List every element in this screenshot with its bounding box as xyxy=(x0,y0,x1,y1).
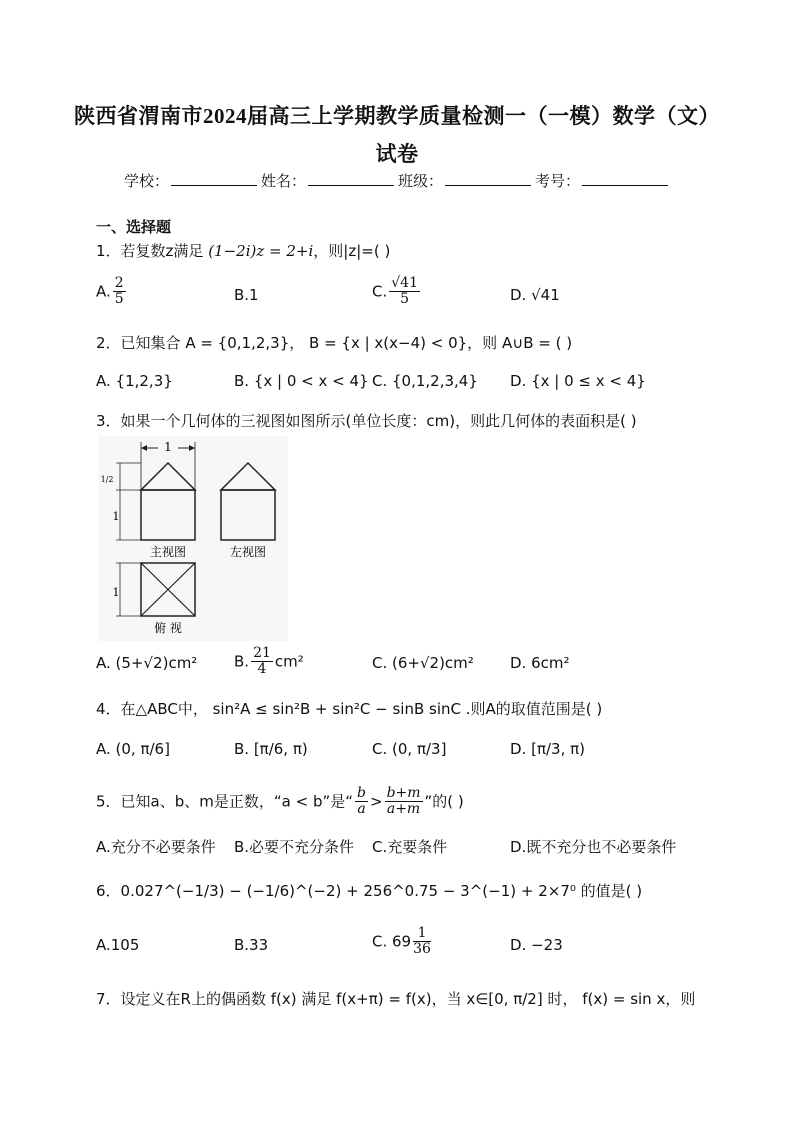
name-blank[interactable] xyxy=(308,171,394,186)
denominator: a+m xyxy=(386,801,421,818)
question-number: 3． xyxy=(96,412,121,430)
question-4 xyxy=(96,698,602,719)
option-b[interactable]: B. [π/6, π) xyxy=(234,740,308,758)
option-b[interactable]: B.必要不充分条件 xyxy=(234,838,355,856)
left-view-label: 左视图 xyxy=(229,545,267,559)
fraction xyxy=(113,276,126,308)
denominator: 5 xyxy=(114,291,124,308)
option-a[interactable]: A. (5+√2)cm² xyxy=(96,654,198,672)
fraction xyxy=(251,646,273,678)
fraction xyxy=(413,926,431,958)
question-text: 0.027^(−1/3) − (−1/6)^(−2) + 256^0.75 − 3^(−1) + 2×7⁰ 的值是( ) xyxy=(120,882,643,900)
student-info-row xyxy=(124,170,672,191)
front-view-label: 主视图 xyxy=(149,545,187,559)
plan-view-label: 俯 视 xyxy=(154,621,182,635)
unit: cm² xyxy=(274,652,304,671)
option-b[interactable] xyxy=(234,646,304,678)
section-heading: 一、选择题 xyxy=(96,218,172,236)
question-text-end: ，则|z|=( ) xyxy=(313,242,391,260)
denominator: 36 xyxy=(413,941,431,958)
question-5 xyxy=(96,786,464,818)
numerator: b+m xyxy=(386,785,421,801)
option-a[interactable]: A.充分不必要条件 xyxy=(96,838,216,856)
question-number: 1． xyxy=(96,242,121,260)
dim-width: 1 xyxy=(164,440,172,454)
option-d[interactable]: D. [π/3, π) xyxy=(510,740,585,758)
question-text: 已知集合 A = {0,1,2,3}， B = {x | x(x−4) < 0}，则 A∪B = ( ) xyxy=(120,334,573,352)
option-c[interactable]: C. (0, π/3] xyxy=(372,740,447,758)
class-label: 班级： xyxy=(398,172,444,190)
option-d[interactable]: D. √41 xyxy=(510,286,560,304)
school-label: 学校： xyxy=(124,172,170,190)
option-a[interactable]: A.105 xyxy=(96,936,140,954)
numerator: 1 xyxy=(413,926,431,942)
question-text: 在△ABC中， sin²A ≤ sin²B + sin²C − sinB sinC .则A的取值范围是( ) xyxy=(120,700,603,718)
question-number: 5． xyxy=(96,792,121,811)
denominator: 4 xyxy=(257,661,267,678)
denominator: 5 xyxy=(400,291,410,308)
numerator: 21 xyxy=(253,645,271,661)
math-expression: (1−2i)z = 2+i xyxy=(208,242,314,260)
option-d[interactable]: D. {x | 0 ≤ x < 4} xyxy=(510,372,646,390)
three-view-figure xyxy=(98,436,288,641)
option-b[interactable]: B. {x | 0 < x < 4} xyxy=(234,372,369,390)
option-c[interactable]: C. (6+√2)cm² xyxy=(372,654,474,672)
exam-number-label: 考号： xyxy=(535,172,581,190)
option-d[interactable]: D.既不充分也不必要条件 xyxy=(510,838,677,856)
exam-title-line2: 试卷 xyxy=(375,142,419,166)
option-label: B. xyxy=(234,652,250,671)
fraction xyxy=(355,786,368,818)
question-text: 若复数z满足 xyxy=(120,242,204,260)
question-2 xyxy=(96,332,572,353)
exam-number-blank[interactable] xyxy=(582,171,668,186)
question-text-end: ”的( ) xyxy=(424,792,464,811)
option-label: A. xyxy=(96,282,111,301)
name-label: 姓名： xyxy=(261,172,307,190)
option-a[interactable] xyxy=(96,276,128,308)
numerator: b xyxy=(357,785,366,801)
dim-height: 1 xyxy=(112,510,120,523)
question-6 xyxy=(96,880,642,901)
option-c[interactable] xyxy=(372,926,433,958)
option-d[interactable]: D. −23 xyxy=(510,936,563,954)
dim-plan-height: 1 xyxy=(112,586,120,599)
question-text: 如果一个几何体的三视图如图所示(单位长度：cm)，则此几何体的表面积是( ) xyxy=(120,412,637,430)
dim-half: 1/2 xyxy=(100,475,114,484)
question-number: 7． xyxy=(96,990,121,1008)
question-number: 6． xyxy=(96,882,121,900)
school-blank[interactable] xyxy=(171,171,257,186)
numerator: √41 xyxy=(391,275,418,291)
option-b[interactable]: B.1 xyxy=(234,286,259,304)
option-c[interactable]: C. {0,1,2,3,4} xyxy=(372,372,478,390)
option-a[interactable]: A. {1,2,3} xyxy=(96,372,173,390)
exam-title: 陕西省渭南市2024届高三上学期教学质量检测一（一模）数学（文） xyxy=(74,104,720,128)
option-c[interactable] xyxy=(372,276,422,308)
class-blank[interactable] xyxy=(445,171,531,186)
question-7 xyxy=(96,988,695,1009)
question-text: 已知a、b、m是正数，“a < b”是“ xyxy=(120,792,354,811)
option-a[interactable]: A. (0, π/6] xyxy=(96,740,170,758)
question-number: 2． xyxy=(96,334,121,352)
option-d[interactable]: D. 6cm² xyxy=(510,654,570,672)
question-text: 设定义在R上的偶函数 f(x) 满足 f(x+π) = f(x)，当 x∈[0, π/2] 时， f(x) = sin x，则 xyxy=(120,990,696,1008)
question-3 xyxy=(96,410,637,431)
fraction xyxy=(389,276,420,308)
denominator: a xyxy=(357,801,366,818)
fraction xyxy=(385,786,423,818)
option-c[interactable]: C.充要条件 xyxy=(372,838,448,856)
option-label: C. xyxy=(372,282,388,301)
option-b[interactable]: B.33 xyxy=(234,936,269,954)
greater-than: > xyxy=(369,792,383,811)
question-1 xyxy=(96,240,390,261)
numerator: 2 xyxy=(114,275,124,291)
option-label: C. 69 xyxy=(372,932,412,951)
question-number: 4． xyxy=(96,700,121,718)
